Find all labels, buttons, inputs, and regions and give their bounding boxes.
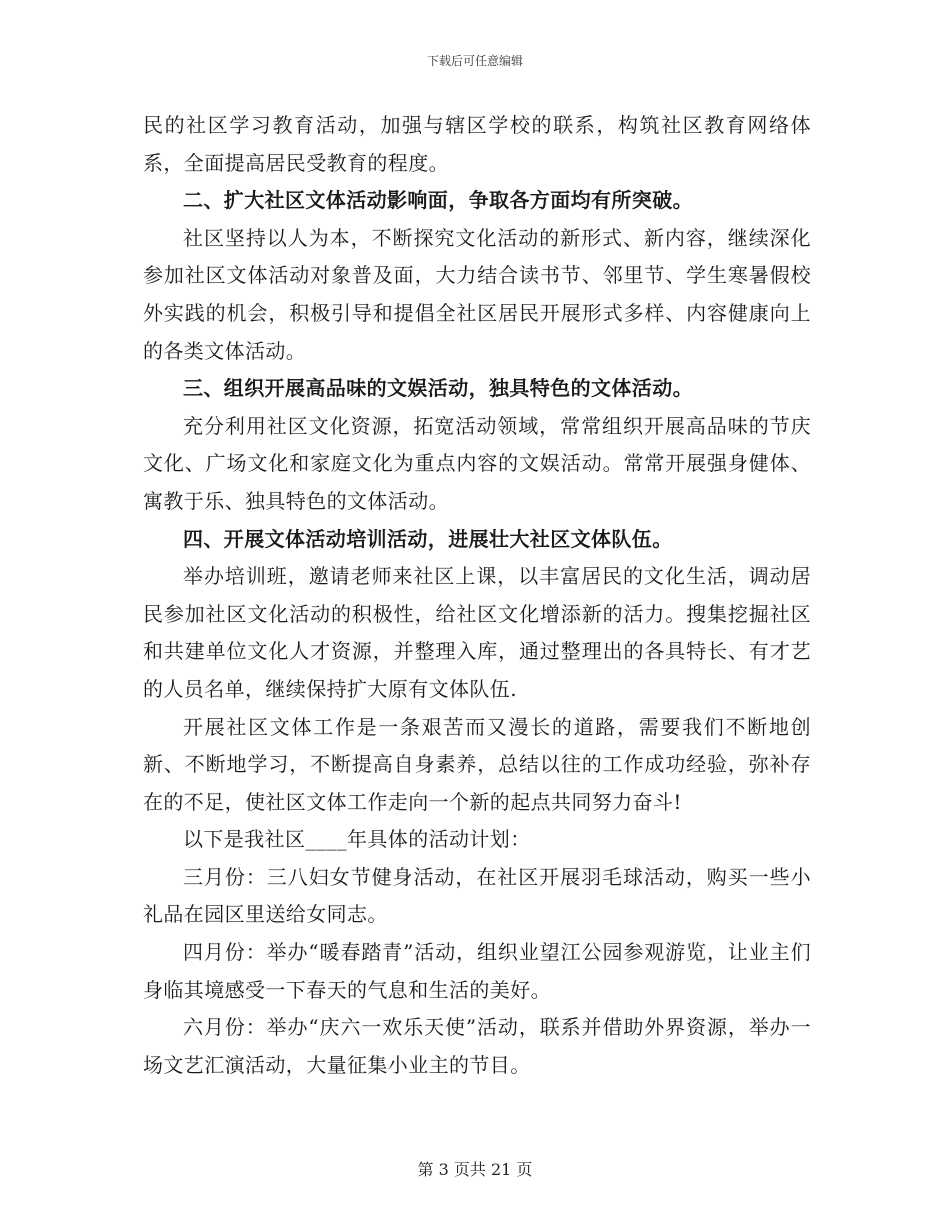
body-paragraph: 以下是我社区____年具体的活动计划： bbox=[183, 827, 531, 852]
plan-item-june: 六月份：举办“庆六一欢乐天使”活动，联系并借助外界资源，举办一场文艺汇演活动，大量征集小业主的节目。 bbox=[143, 1015, 811, 1077]
body-paragraph: 开展社区文体工作是一条艰苦而又漫长的道路，需要我们不断地创新、不断地学习，不断提高自身素养，总结以往的工作成功经验，弥补存在的不足，使社区文体工作走向一个新的起点共同努力奋斗! bbox=[143, 714, 811, 814]
body-paragraph: 充分利用社区文化资源，拓宽活动领域，常常组织开展高品味的节庆文化、广场文化和家庭文化为重点内容的文娱活动。常常开展强身健体、寓教于乐、独具特色的文体活动。 bbox=[143, 413, 811, 513]
document-body bbox=[143, 107, 811, 1084]
body-paragraph: 举办培训班，邀请老师来社区上课，以丰富居民的文化生活，调动居民参加社区文化活动的积极性，给社区文化增添新的活力。搜集挖掘社区和共建单位文化人才资源，并整理入库，通过整理出的各具特长、有才艺的人员名单，继续保持扩大原有文体队伍. bbox=[143, 564, 811, 701]
page-number: 第 3 页共 21 页 bbox=[417, 1160, 533, 1179]
section-heading: 四、开展文体活动培训活动，进展壮大社区文体队伍。 bbox=[183, 526, 673, 551]
body-paragraph: 社区坚持以人为本，不断探究文化活动的新形式、新内容，继续深化参加社区文体活动对象普及面，大力结合读书节、邻里节、学生寒暑假校外实践的机会，积极引导和提倡全社区居民开展形式多样、内容健康向上的各类文体活动。 bbox=[143, 225, 811, 363]
plan-item-april: 四月份：举办“暖春踏青”活动，组织业望江公园参观游览，让业主们身临其境感受一下春天的气息和生活的美好。 bbox=[143, 940, 811, 1002]
body-paragraph: 民的社区学习教育活动，加强与辖区学校的联系，构筑社区教育网络体系，全面提高居民受教育的程度。 bbox=[143, 113, 811, 175]
plan-item-march: 三月份：三八妇女节健身活动，在社区开展羽毛球活动，购买一些小礼品在园区里送给女同志。 bbox=[143, 864, 811, 927]
page-header: 下载后可任意编辑 bbox=[426, 54, 523, 68]
section-heading: 三、组织开展高品味的文娱活动，独具特色的文体活动。 bbox=[183, 376, 693, 401]
section-heading: 二、扩大社区文体活动影响面，争取各方面均有所突破。 bbox=[183, 188, 693, 213]
